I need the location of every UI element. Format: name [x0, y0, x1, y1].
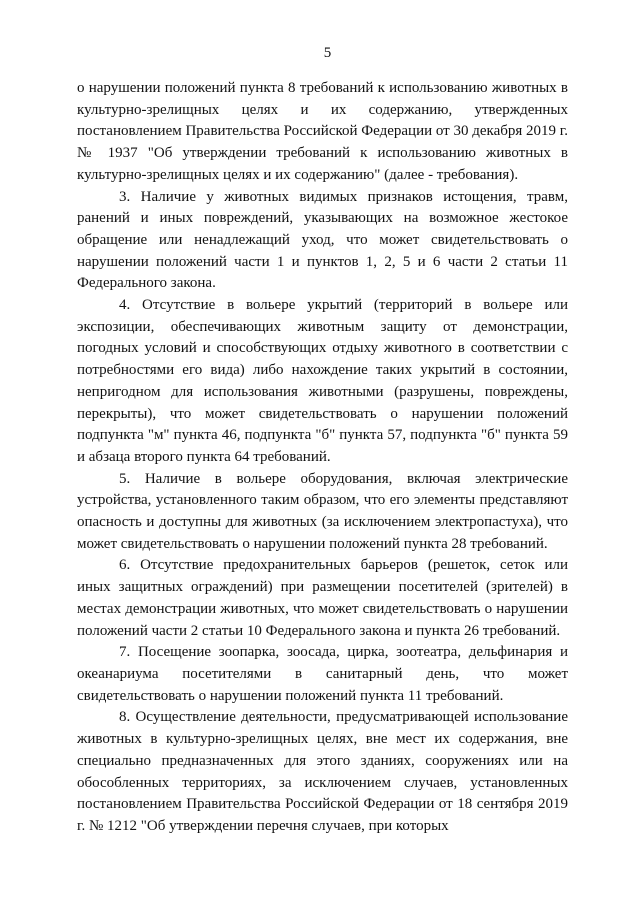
- paragraph-continuation: о нарушении положений пункта 8 требований к использованию животных в культурно-зрелищных целях и их содержанию, утвержденных постановлением Правительства Российской Федерации от 30 декабря 2019 г. № 1937 "Об утверждении требований к использованию животных в культурно-зрелищных целях и их содержанию" (далее - требования).: [77, 80, 568, 183]
- paragraph-item-3: 3. Наличие у животных видимых признаков истощения, травм, ранений и иных повреждений, указывающих на возможное жестокое обращение или ненадлежащий уход, что может свидетельствовать о нарушении положений части 1 и пунктов 1, 2, 5 и 6 части 2 статьи 11 Федерального закона.: [77, 188, 568, 292]
- page-number: 5: [323, 45, 332, 61]
- paragraph-item-6: 6. Отсутствие предохранительных барьеров (решеток, сеток или иных защитных ограждений) при размещении посетителей (зрителей) в местах демонстрации животных, что может свидетельствовать о нарушении положений части 2 статьи 10 Федерального закона и пункта 26 требований.: [77, 557, 568, 639]
- paragraph-item-7: 7. Посещение зоопарка, зоосада, цирка, зоотеатра, дельфинария и океанариума посетителями в санитарный день, что может свидетельствовать о нарушении положений пункта 11 требований.: [77, 644, 568, 704]
- paragraph-item-5: 5. Наличие в вольере оборудования, включая электрические устройства, установленного таким образом, что его элементы представляют опасность и доступны для животных (за исключением электропастуха), что может свидетельствовать о нарушении положений пункта 28 требований.: [77, 470, 568, 552]
- paragraph-item-8: 8. Осуществление деятельности, предусматривающей использование животных в культурно-зрелищных целях, вне мест их содержания, вне специально предназначенных для этого зданиях, сооружениях или на обособленных территориях, за исключением случаев, установленных постановлением Правительства Российской Федерации от 18 сентября 2019 г. № 1212 "Об утверждении перечня случаев, при которых: [77, 709, 568, 834]
- paragraph-item-4: 4. Отсутствие в вольере укрытий (территорий в вольере или экспозиции, обеспечивающих животным защиту от демонстрации, погодных условий и способствующих отдыху животного в соответствии с потребностями его вида) либо нахождение таких укрытий в состоянии, непригодном для использования животными (разрушены, повреждены, перекрыты), что может свидетельствовать о нарушении положений подпункта "м" пункта 46, подпункта "б" пункта 57, подпункта "б" пункта 59 и абзаца второго пункта 64 требований.: [77, 297, 568, 465]
